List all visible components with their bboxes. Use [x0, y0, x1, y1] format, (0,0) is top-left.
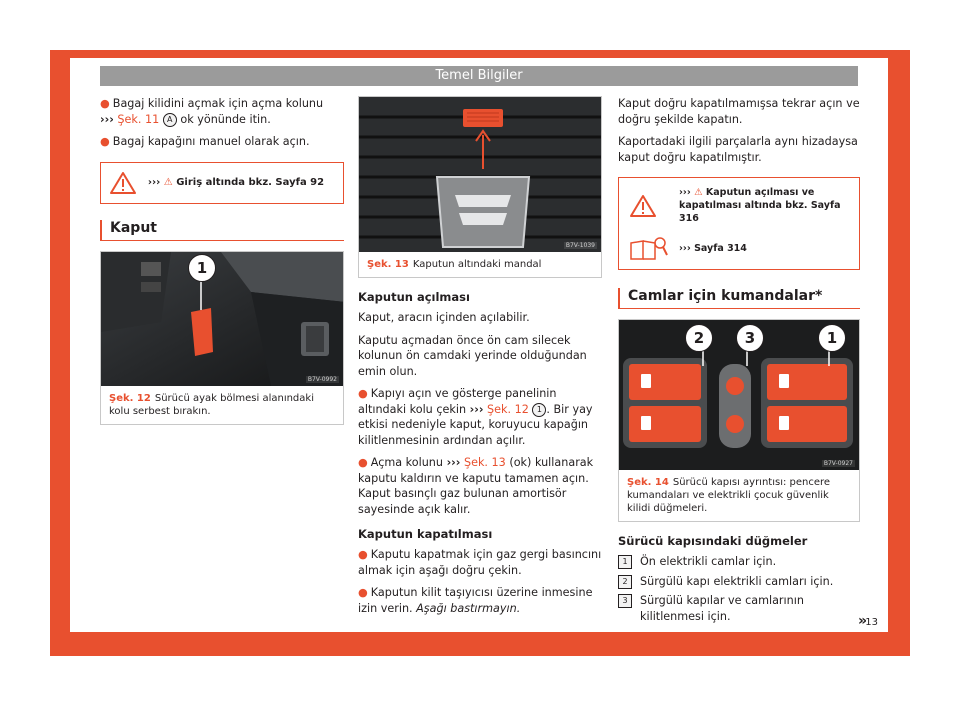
column-2 [358, 96, 602, 623]
running-header: Temel Bilgiler [100, 66, 858, 86]
bullet-trunk-release: ● Bagaj kilidini açmak için açma kolunu ››› Şek. 11 A ok yönünde itin. [100, 97, 324, 126]
bullet-icon: ● [100, 135, 110, 148]
paragraph: Kaput, aracın içinden açılabilir. [358, 311, 530, 324]
window-switch-photo [619, 320, 859, 470]
continue-icon: » [858, 613, 868, 629]
small-warning-icon: ⚠ [694, 187, 703, 198]
small-warning-icon: ⚠ [163, 177, 173, 188]
heading-open-hood: Kaputun açılması [358, 290, 470, 304]
figure-13 [358, 96, 602, 278]
heading-driver-buttons: Sürücü kapısındaki düğmeler [618, 534, 808, 548]
bullet-let-drop: ● Kaputun kilit taşıyıcısı üzerine inmesine izin verin. Aşağı bastırmayın. [358, 586, 593, 615]
figure-caption: Şek. 13 Kaputun altındaki mandal [367, 259, 542, 270]
paragraph: Kaportadaki ilgili parçalarla aynı hizadaysa kaput doğru kapatılmıştır. [618, 135, 858, 164]
warning-triangle-icon [109, 171, 137, 195]
bullet-trunk-manual: ● Bagaj kapağını manuel olarak açın. [100, 135, 310, 148]
figure-caption: Şek. 12 Sürücü ayak bölmesi alanındaki kolu serbest bırakın. [109, 392, 314, 417]
callout-3: 3 [736, 324, 764, 352]
heading-close-hood: Kaputun kapatılması [358, 527, 493, 541]
figure-link[interactable]: Şek. 12 [487, 402, 529, 416]
ref-arrow: ››› [100, 112, 114, 126]
figure-link[interactable]: Şek. 13 [463, 456, 506, 469]
page-number: 13 [865, 617, 878, 628]
figure-caption: Şek. 14 Sürücü kapısı ayrıntısı: pencere kumandaları ve elektrikli çocuk güvenlik kilidi düğmeleri. [627, 477, 831, 514]
number-marker: 1 [618, 555, 632, 569]
page [70, 58, 888, 632]
number-marker: 2 [618, 575, 632, 589]
list-item: 1 Ön elektrikli camlar için. [618, 554, 860, 570]
grille-photo [359, 97, 601, 252]
info-row-manual: ››› Sayfa 314 [629, 235, 849, 261]
warning-text: ››› ⚠ Giriş altında bkz. Sayfa 92 [147, 177, 325, 188]
list-item: 3 Sürgülü kapılar ve camlarının kilitlenmesi için. [618, 593, 860, 624]
label-a-marker: A [163, 113, 177, 127]
warning-link[interactable]: Giriş altında bkz. Sayfa 92 [176, 177, 325, 188]
figure-12 [100, 251, 344, 425]
number-marker: 1 [532, 403, 546, 417]
figure-code: B7V-1039 [565, 242, 595, 249]
info-link-1[interactable]: Kaputun açılması ve kapatılması altında bkz. Sayfa 316 [679, 187, 841, 224]
number-marker: 3 [618, 594, 632, 608]
callout-2: 2 [685, 324, 713, 352]
callout-1: 1 [818, 324, 846, 352]
paragraph: Kaput doğru kapatılmamışsa tekrar açın ve doğru şekilde kapatın. [618, 97, 860, 126]
figure-14 [618, 319, 860, 522]
info-box [618, 177, 860, 270]
bullet-pull-down: ● Kaputu kapatmak için gaz gergi basıncını almak için aşağı doğru çekin. [358, 548, 602, 577]
manual-book-icon [629, 235, 669, 261]
bullet-pull-lever: ● Kapıyı açın ve gösterge panelinin altındaki kolu çekin ››› Şek. 12 1 . Bir yay etkisi nedeniyle kaput, koruyucu kapağın kilitlenmesinin ardından açılır. [358, 387, 593, 447]
section-title-kaput: Kaput [100, 220, 344, 241]
column-3 [618, 96, 860, 628]
bullet-icon: ● [358, 586, 368, 599]
paragraph: Kaputu açmadan önce ön cam silecek kolunun ön camdaki yerinde olduğundan emin olun. [358, 333, 587, 378]
bullet-icon: ● [358, 548, 368, 561]
footwell-photo [101, 252, 343, 386]
figure-link[interactable]: Şek. 11 [117, 112, 160, 126]
callout-1: 1 [188, 254, 216, 282]
figure-code: B7V-0927 [823, 460, 853, 467]
bullet-icon: ● [100, 97, 110, 110]
section-title-windows: Camlar için kumandalar* [618, 288, 860, 309]
info-row-warning: ››› ⚠ Kaputun açılması ve kapatılması altında bkz. Sayfa 316 [629, 186, 849, 225]
bullet-lift-hood: ● Açma kolunu ››› Şek. 13 (ok) kullanarak kaputu kaldırın ve kaputu tamamen açın. Kaput basınçlı gaz bulunan amortisör sayesinde açık kalır. [358, 456, 594, 516]
warning-triangle-icon [629, 194, 657, 218]
bullet-icon: ● [358, 387, 368, 400]
list-item: 2 Sürgülü kapı elektrikli camları için. [618, 574, 860, 590]
bullet-icon: ● [358, 456, 368, 469]
column-1 [100, 96, 344, 437]
warning-box [100, 162, 344, 204]
info-link-2[interactable]: Sayfa 314 [694, 242, 747, 254]
figure-code: B7V-0992 [307, 375, 337, 383]
